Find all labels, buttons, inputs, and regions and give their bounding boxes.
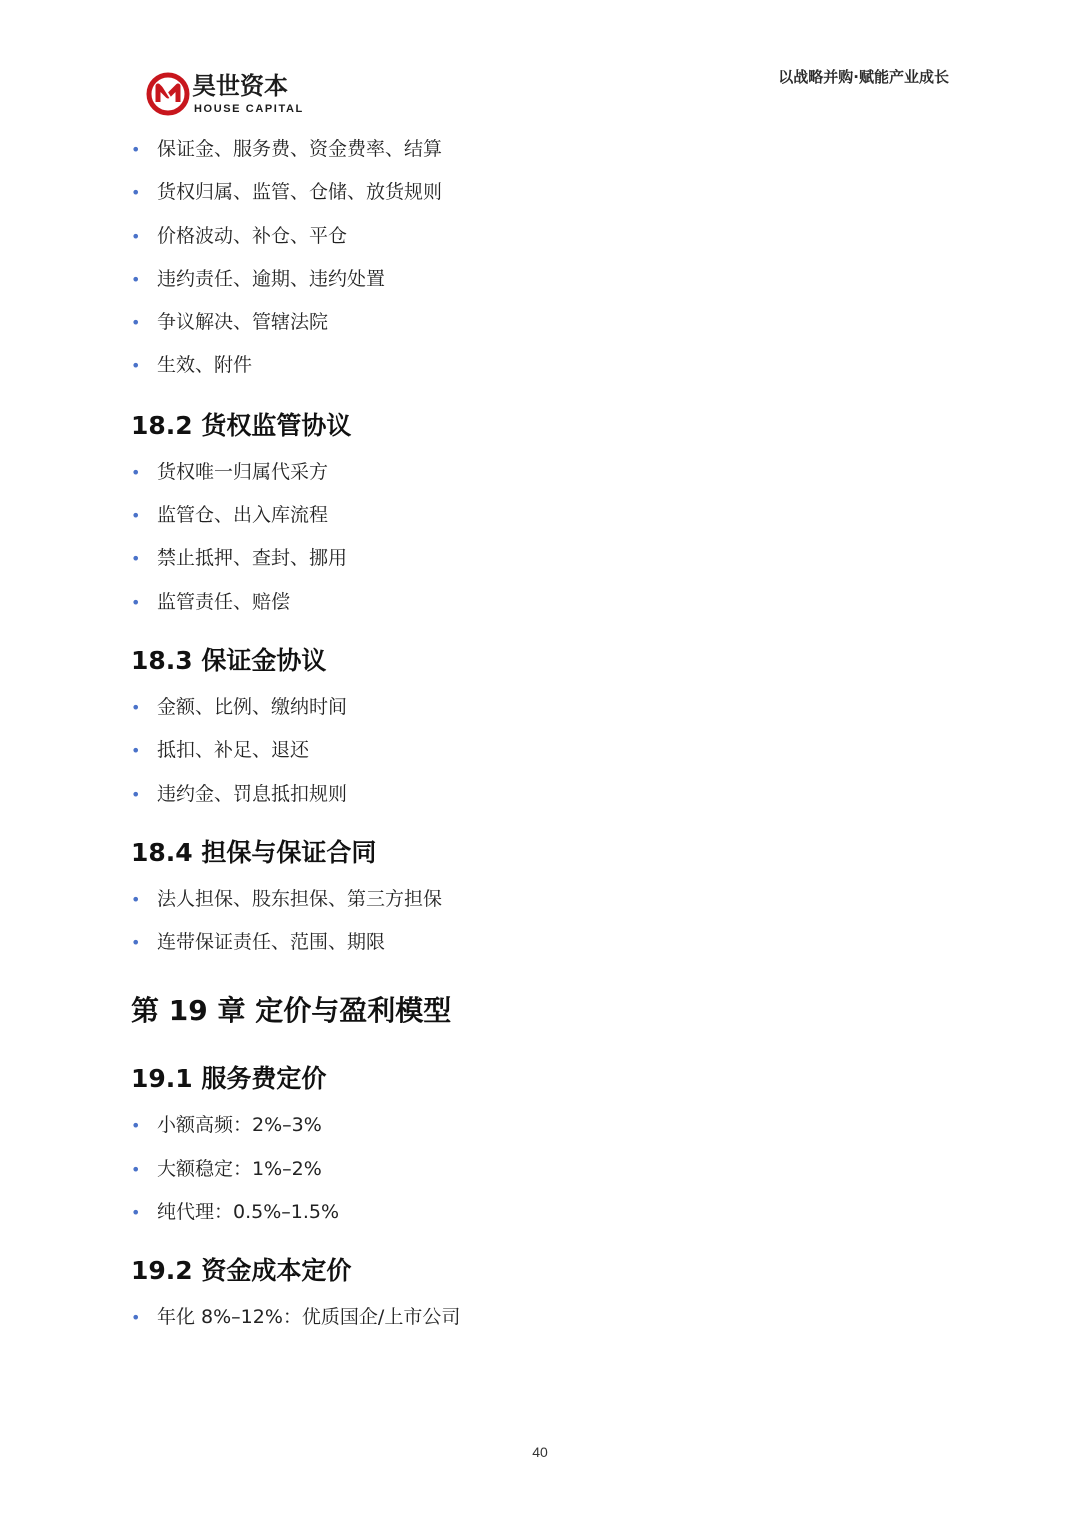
document-body	[131, 128, 951, 1340]
house-capital-logo-icon	[146, 72, 190, 116]
section-heading-18-4: 18.4 担保与保证合同	[131, 837, 377, 867]
list-item: • 抵扣、补足、退还	[131, 729, 951, 772]
section-18-2-list	[131, 451, 951, 624]
header-slogan: 以战略并购·赋能产业成长	[778, 68, 949, 86]
logo-chinese-name: 昊世资本	[192, 72, 288, 100]
list-item: • 年化 8%–12%：优质国企/上市公司	[131, 1296, 951, 1339]
page-number: 40	[532, 1444, 548, 1460]
list-item: • 纯代理：0.5%–1.5%	[131, 1191, 951, 1234]
list-item: • 禁止抵押、查封、挪用	[131, 537, 951, 580]
company-logo	[146, 70, 316, 120]
section-19-2-list	[131, 1296, 951, 1339]
section-heading-18-3: 18.3 保证金协议	[131, 645, 327, 675]
list-item: • 小额高频：2%–3%	[131, 1104, 951, 1147]
list-item: • 监管责任、赔偿	[131, 581, 951, 624]
section-18-4-list	[131, 878, 951, 965]
list-item: • 违约责任、逾期、违约处置	[131, 258, 951, 301]
list-item: • 价格波动、补仓、平仓	[131, 215, 951, 258]
contract-terms-list	[131, 128, 951, 388]
section-heading-19-2: 19.2 资金成本定价	[131, 1256, 352, 1286]
list-item: • 生效、附件	[131, 344, 951, 387]
section-19-1-list	[131, 1104, 951, 1234]
list-item: • 违约金、罚息抵扣规则	[131, 773, 951, 816]
list-item: • 保证金、服务费、资金费率、结算	[131, 128, 951, 171]
section-heading-18-2: 18.2 货权监管协议	[131, 410, 352, 440]
list-item: • 连带保证责任、范围、期限	[131, 921, 951, 964]
logo-english-name: HOUSE CAPITAL	[194, 103, 304, 115]
list-item: • 监管仓、出入库流程	[131, 494, 951, 537]
list-item: • 大额稳定：1%–2%	[131, 1148, 951, 1191]
list-item: • 货权唯一归属代采方	[131, 451, 951, 494]
list-item: • 争议解决、管辖法院	[131, 301, 951, 344]
list-item: • 货权归属、监管、仓储、放货规则	[131, 171, 951, 214]
list-item: • 金额、比例、缴纳时间	[131, 686, 951, 729]
list-item: • 法人担保、股东担保、第三方担保	[131, 878, 951, 921]
section-18-3-list	[131, 686, 951, 816]
chapter-heading-19: 第 19 章 定价与盈利模型	[131, 994, 452, 1028]
section-heading-19-1: 19.1 服务费定价	[131, 1064, 327, 1094]
